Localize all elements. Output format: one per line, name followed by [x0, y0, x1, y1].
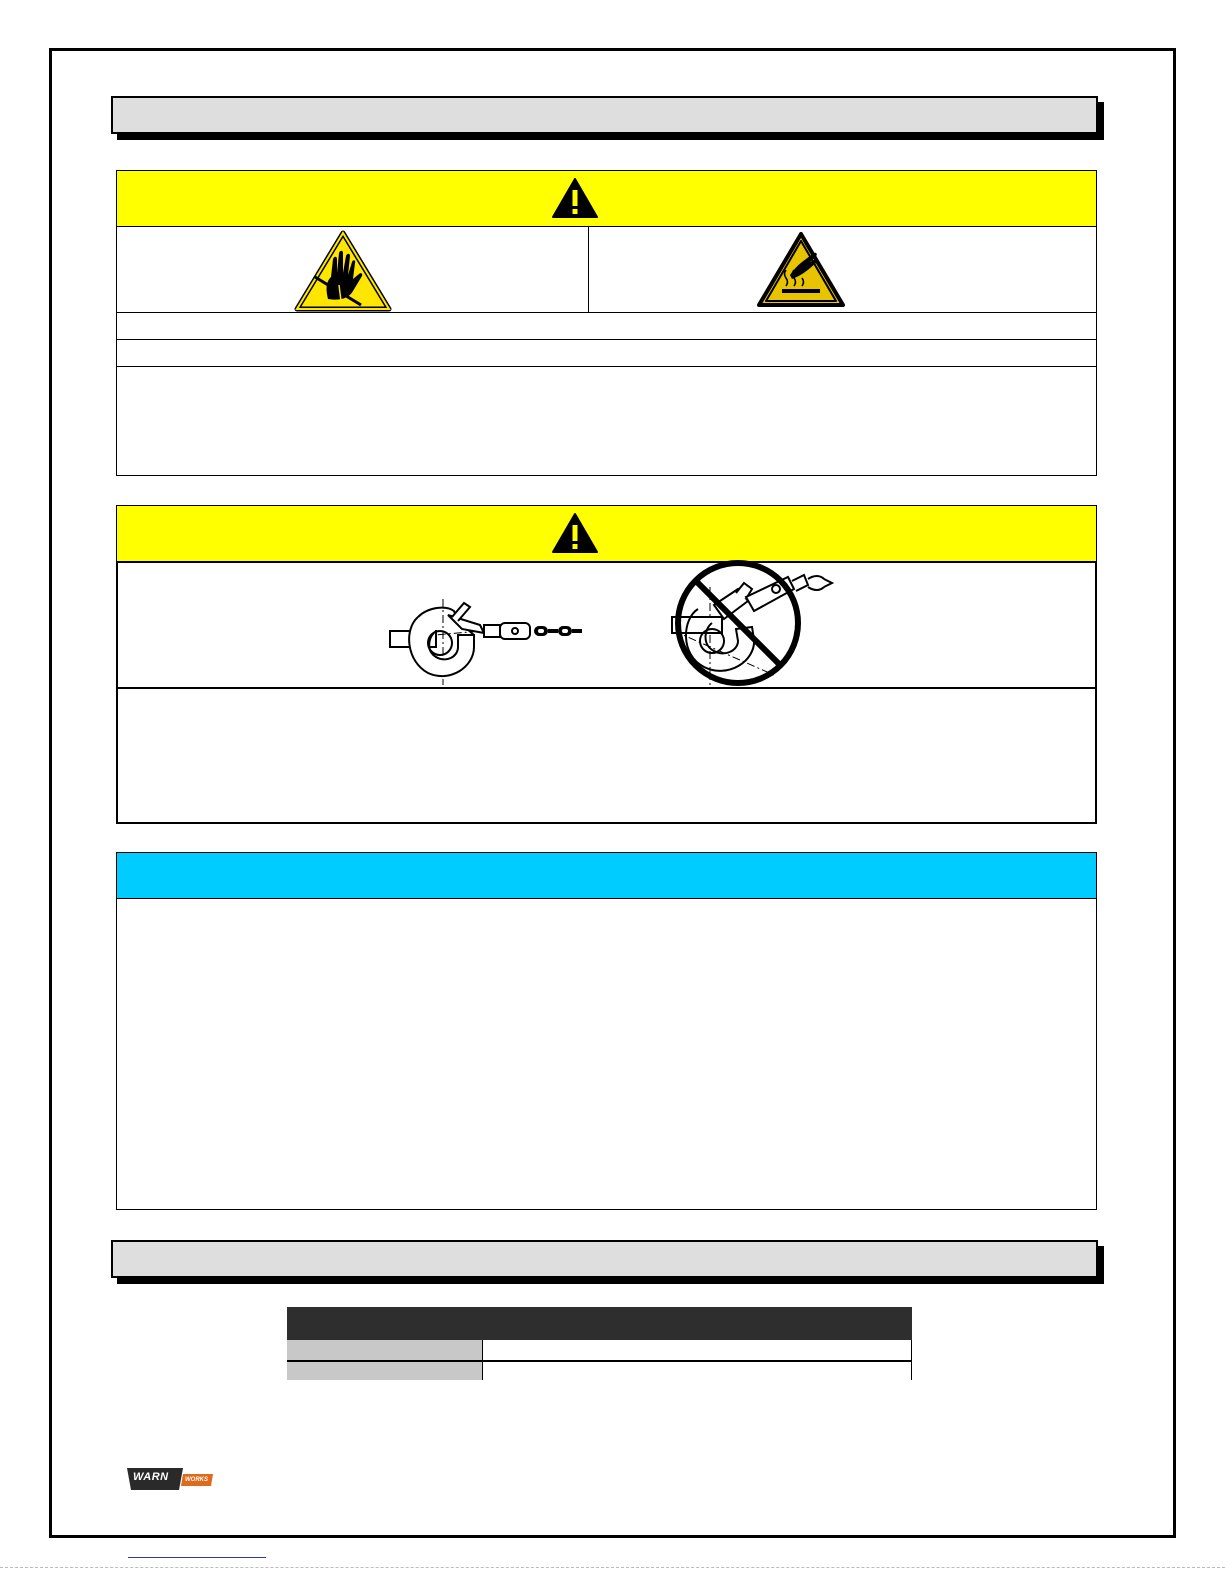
- hook-latch-correct-illustration: [388, 595, 584, 687]
- notice-panel-body: [116, 898, 1097, 1210]
- warning-panel-body: [116, 561, 1097, 824]
- section-header-bar: [111, 96, 1098, 134]
- warning-panel-body: [116, 226, 1097, 476]
- exclamation-triangle-icon: [551, 177, 599, 219]
- row-divider: [116, 339, 1097, 340]
- hook-latch-incorrect-illustration: [664, 557, 840, 689]
- row-divider: [116, 366, 1097, 367]
- logo-text: WARN: [133, 1471, 169, 1483]
- row-divider: [116, 312, 1097, 313]
- section-header-bar: [111, 1240, 1098, 1278]
- warning-header: [116, 505, 1097, 562]
- spec-table-label-cell: [287, 1340, 482, 1360]
- exclamation-triangle-icon: [551, 512, 599, 554]
- spec-table-header: [287, 1307, 912, 1340]
- spec-table-label-cell: [287, 1361, 482, 1380]
- section-title: [113, 1242, 114, 1243]
- notice-header: [116, 852, 1097, 899]
- footer-link-underline[interactable]: [128, 1557, 266, 1558]
- logo-subtext: WORKS: [185, 1477, 208, 1483]
- warn-works-logo: [125, 1464, 217, 1492]
- section-title: [113, 98, 114, 99]
- hot-surface-icon: [754, 229, 848, 311]
- pictogram-divider: [588, 226, 589, 312]
- row-divider: [116, 687, 1097, 689]
- hand-crush-icon: [293, 229, 393, 313]
- warning-header: [116, 170, 1097, 227]
- page-break-line: [0, 1567, 1225, 1568]
- spec-table-row-divider: [287, 1360, 912, 1362]
